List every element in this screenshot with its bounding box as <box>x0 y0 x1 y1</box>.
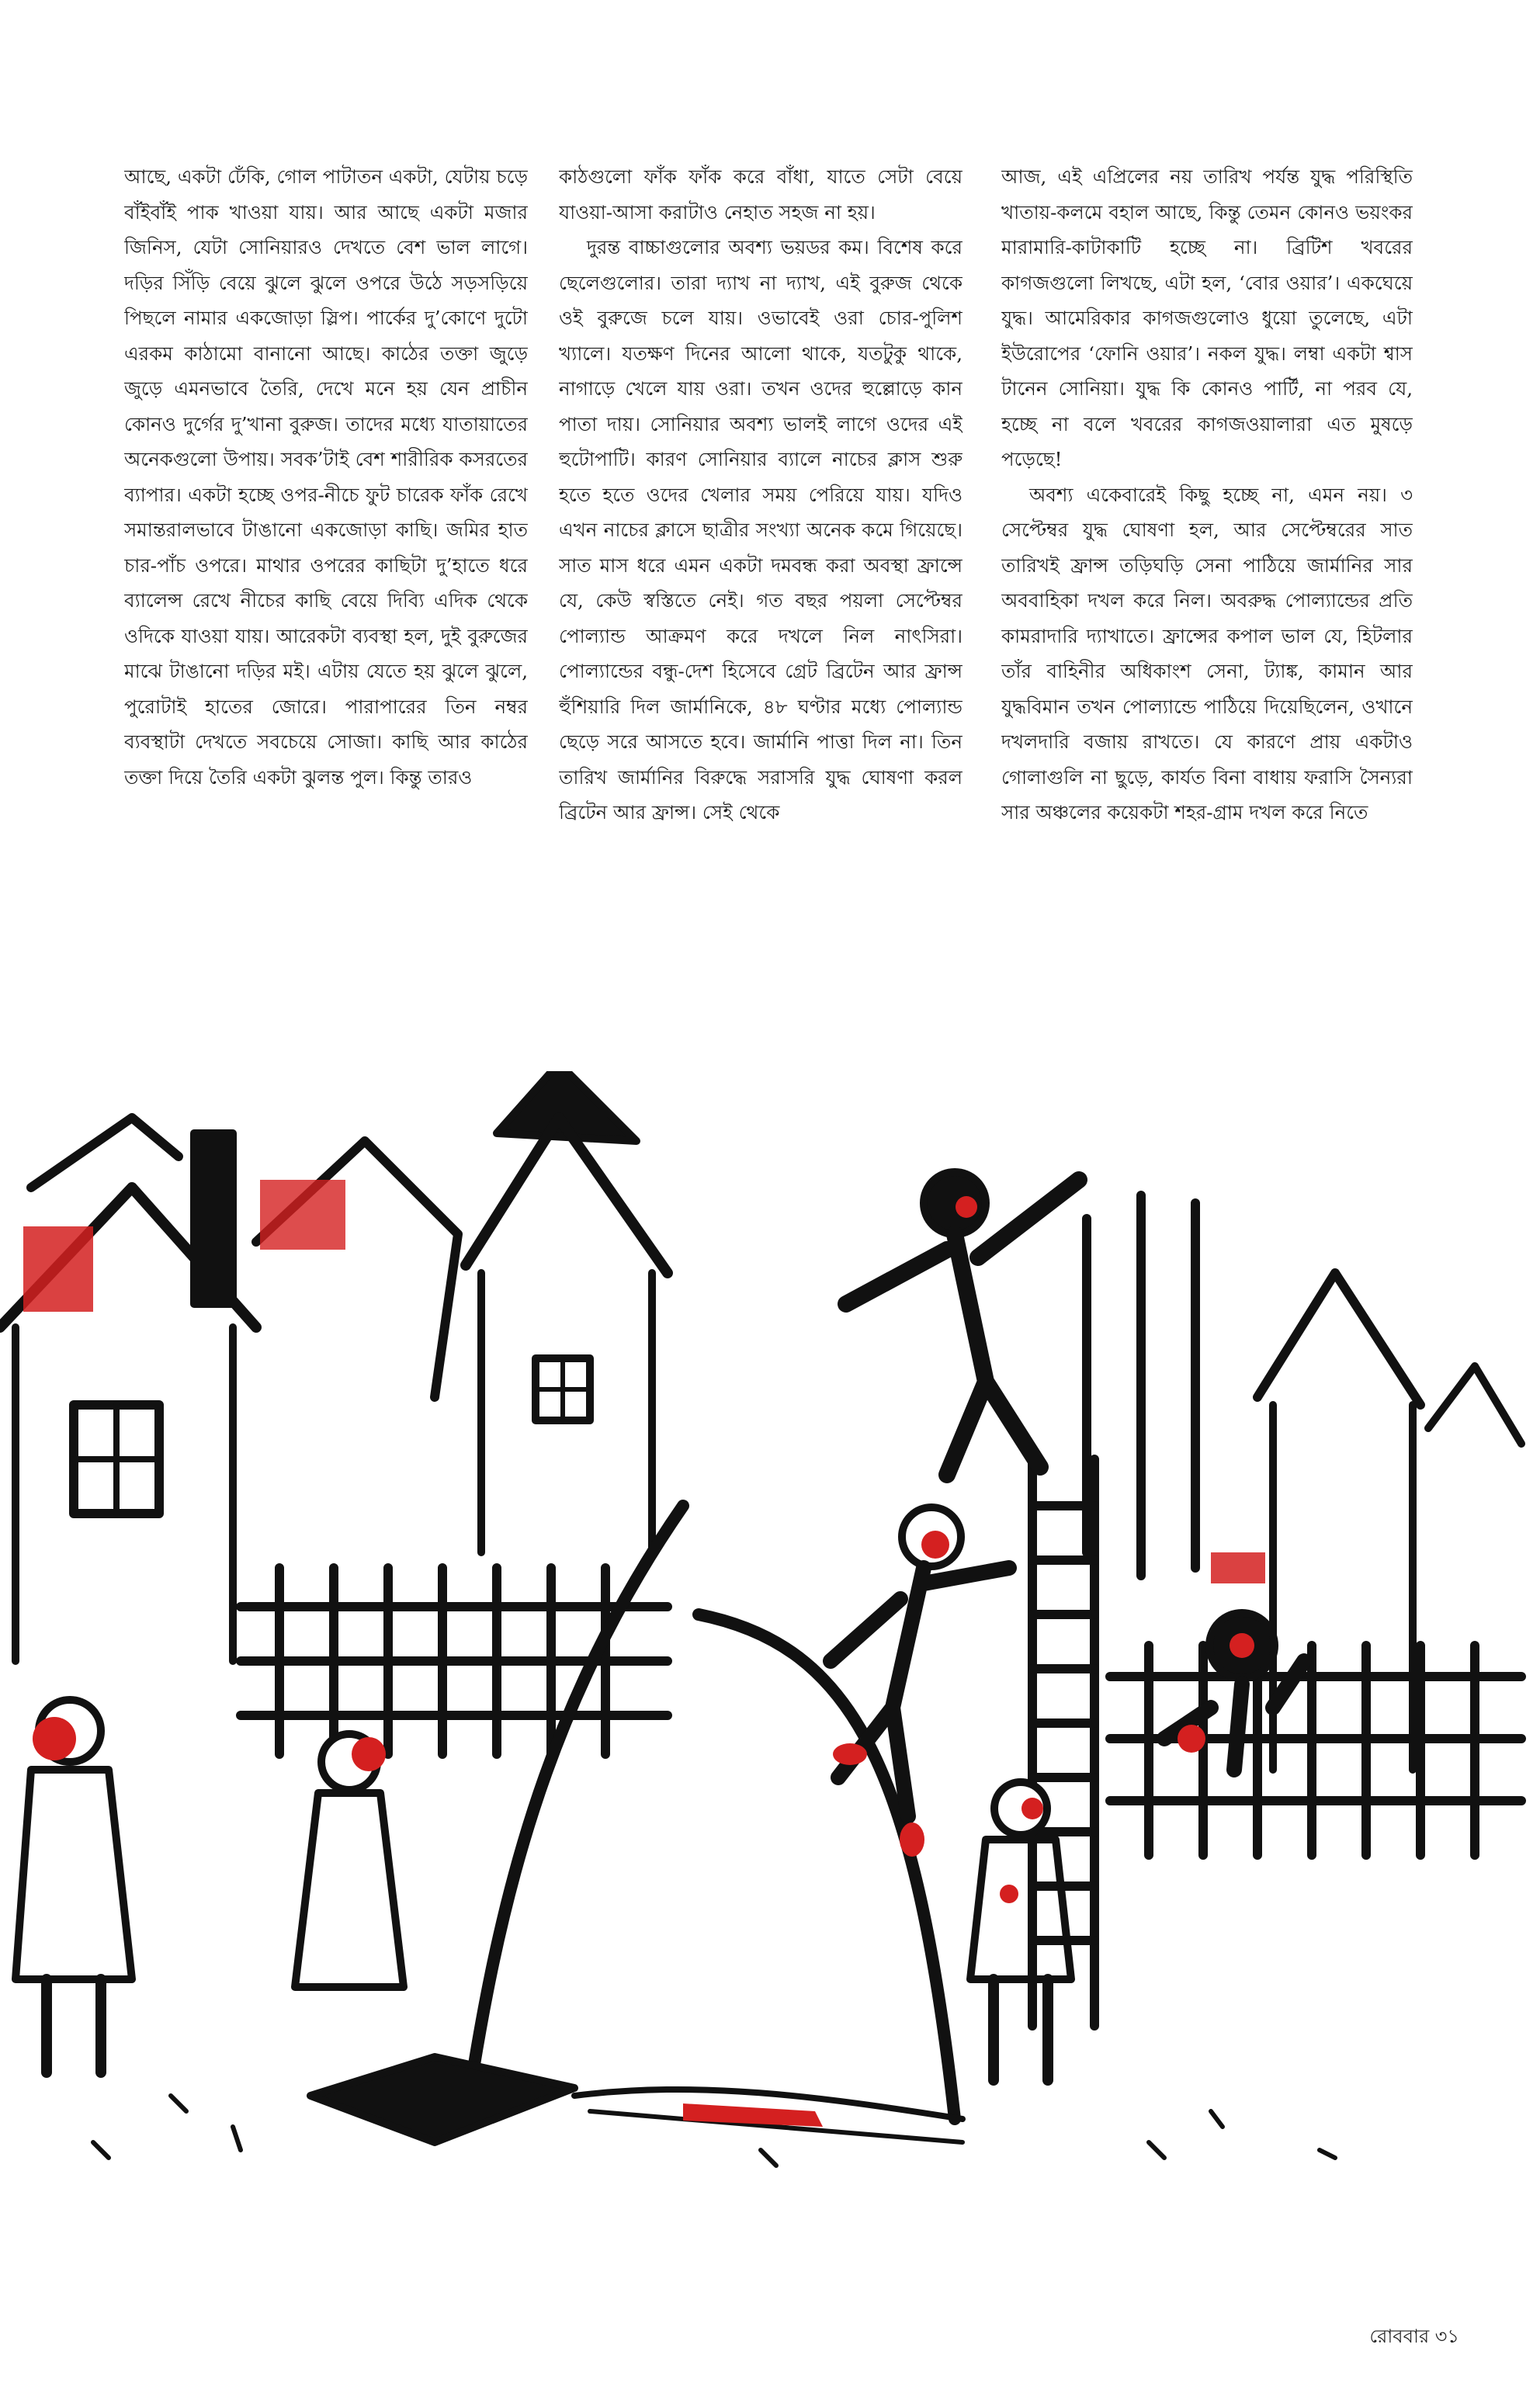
child-figure-standing <box>970 1782 1071 2080</box>
tower-center <box>466 1071 668 1552</box>
child-figure-top <box>846 1172 1079 1475</box>
body-paragraph: দুরন্ত বাচ্চাগুলোর অবশ্য ভয়ডর কম। বিশেষ করে ছেলেগুলোর। তারা দ্যাখ না দ্যাখ, এই বুরুজ থেকে ওই বুরুজে চলে যায়। ওভাবেই ওরা চোর-পুলিশ খ্যালে। যতক্ষণ দিনের আলো থাকে, যতটুকু থাকে, নাগাড়ে খেলে যায় ওরা। তখন ওদের হুল্লোড়ে কান পাতা দায়। সোনিয়ার অবশ্য ভালই লাগে ওদের এই হুটোপাটি। কারণ সোনিয়ার ব্যালে নাচের ক্লাস শুরু হতে হতে ওদের খেলার সময় পেরিয়ে যায়। যদিও এখন নাচের ক্লাসে ছাত্রীর সংখ্যা অনেক কমে গিয়েছে। সাত মাস ধরে এমন একটা দমবন্ধ করা অবস্থা ফ্রান্সে যে, কেউ স্বস্তিতে নেই। গত বছর পয়লা সেপ্টেম্বর পোল্যান্ড আক্রমণ করে দখলে নিল নাৎসিরা। পোল্যান্ডের বন্ধু-দেশ হিসেবে গ্রেট ব্রিটেন আর ফ্রান্স হুঁশিয়ারি দিল জার্মানিকে, ৪৮ ঘণ্টার মধ্যে পোল্যান্ড ছেড়ে সরে আসতে হবে। জার্মানি পাত্তা দিল না। তিন তারিখ জার্মানির বিরুদ্ধে সরাসরি যুদ্ধ ঘোষণা করল ব্রিটেন আর ফ্রান্স। সেই থেকে <box>559 236 962 824</box>
article-column-2 <box>559 159 962 1067</box>
body-paragraph: কাঠগুলো ফাঁক ফাঁক করে বাঁধা, যাতে সেটা বেয়ে যাওয়া-আসা করাটাও নেহাত সহজ না হয়। <box>559 165 962 224</box>
playground-illustration <box>0 1071 1540 2344</box>
page-folio: রোববার ৩১ <box>1369 2325 1459 2347</box>
article-column-1 <box>124 159 528 1067</box>
slide <box>310 1506 962 2142</box>
chimney <box>194 1133 233 1304</box>
body-paragraph: আজ, এই এপ্রিলের নয় তারিখ পর্যন্ত যুদ্ধ পরিস্থিতি খাতায়-কলমে বহাল আছে, কিন্তু তেমন কোনও ভয়ংকর মারামারি-কাটাকাটি হচ্ছে না। ব্রিটিশ খবরের কাগজগুলো লিখছে, এটা হল, ‘বোর ওয়ার’। একঘেয়ে যুদ্ধ। আমেরিকার কাগজগুলোও ধুয়ো তুলেছে, এটা ইউরোপের ‘ফোনি ওয়ার’। নকল যুদ্ধ। লম্বা একটা শ্বাস টানেন সোনিয়া। যুদ্ধ কি কোনও পার্টি, না পরব যে, হচ্ছে না বলে খবরের কাগজওয়ালারা এত মুষড়ে পড়েছে! <box>1001 165 1413 470</box>
child-figure-slide <box>831 1507 1009 1816</box>
adult-figures-left <box>16 1700 404 2072</box>
body-paragraph: আছে, একটা ঢেঁকি, গোল পাটাতন একটা, যেটায় চড়ে বাঁইবাঁই পাক খাওয়া যায়। আর আছে একটা মজার জিনিস, যেটা সোনিয়ারও দেখতে বেশ ভাল লাগে। দড়ির সিঁড়ি বেয়ে ঝুলে ঝুলে ওপরে উঠে সড়সড়িয়ে পিছলে নামার একজোড়া স্লিপ। পার্কের দু’কোণে দুটো এরকম কাঠামো বানানো আছে। কাঠের তক্তা জুড়ে জুড়ে এমনভাবে তৈরি, দেখে মনে হয় যেন প্রাচীন কোনও দুর্গের দু’খানা বুরুজ। তাদের মধ্যে যাতায়াতের অনেকগুলো উপায়। সবক’টাই বেশ শারীরিক কসরতের ব্যাপার। একটা হচ্ছে ওপর-নীচে ফুট চারেক ফাঁক রেখে সমান্তরালভাবে টাঙানো একজোড়া কাছি। জমির হাত চার-পাঁচ ওপরে। মাথার ওপরের কাছিটা দু’হাতে ধরে ব্যালেন্স রেখে নীচের কাছি বেয়ে দিব্যি এদিক থেকে ওদিকে যাওয়া যায়। আরেকটা ব্যবস্থা হল, দুই বুরুজের মাঝে টাঙানো দড়ির মই। এটায় যেতে হয় ঝুলে ঝুলে, পুরোটাই হাতের জোরে। পারাপারের তিন নম্বর ব্যবস্থাটা দেখতে সবচেয়ে সোজা। কাছি আর কাঠের তক্তা দিয়ে তৈরি একটা ঝুলন্ত পুল। কিন্তু তারও <box>124 165 528 789</box>
article-column-3 <box>1001 159 1413 1067</box>
roof-left <box>256 1141 458 1397</box>
body-paragraph: অবশ্য একেবারেই কিছু হচ্ছে না, এমন নয়। ৩ সেপ্টেম্বর যুদ্ধ ঘোষণা হল, আর সেপ্টেম্বরের সাত তারিখই ফ্রান্স তড়িঘড়ি সেনা পাঠিয়ে জার্মানির সার অববাহিকা দখল করে নিল। অবরুদ্ধ পোল্যান্ডের প্রতি কামরাদারি দ্যাখাতে। ফ্রান্সের কপাল ভাল যে, হিটলার তাঁর বাহিনীর অধিকাংশ সেনা, ট্যাঙ্ক, কামান আর যুদ্ধবিমান তখন পোল্যান্ডে পাঠিয়ে দিয়েছিলেন, ওখানে দখলদারি বজায় রাখতে। যে কারণে প্রায় একটাও গোলাগুলি না ছুড়ে, কার্যত বিনা বাধায় ফরাসি সৈন্যরা সার অঞ্চলের কয়েকটা শহর-গ্রাম দখল করে নিতে <box>1001 483 1413 824</box>
